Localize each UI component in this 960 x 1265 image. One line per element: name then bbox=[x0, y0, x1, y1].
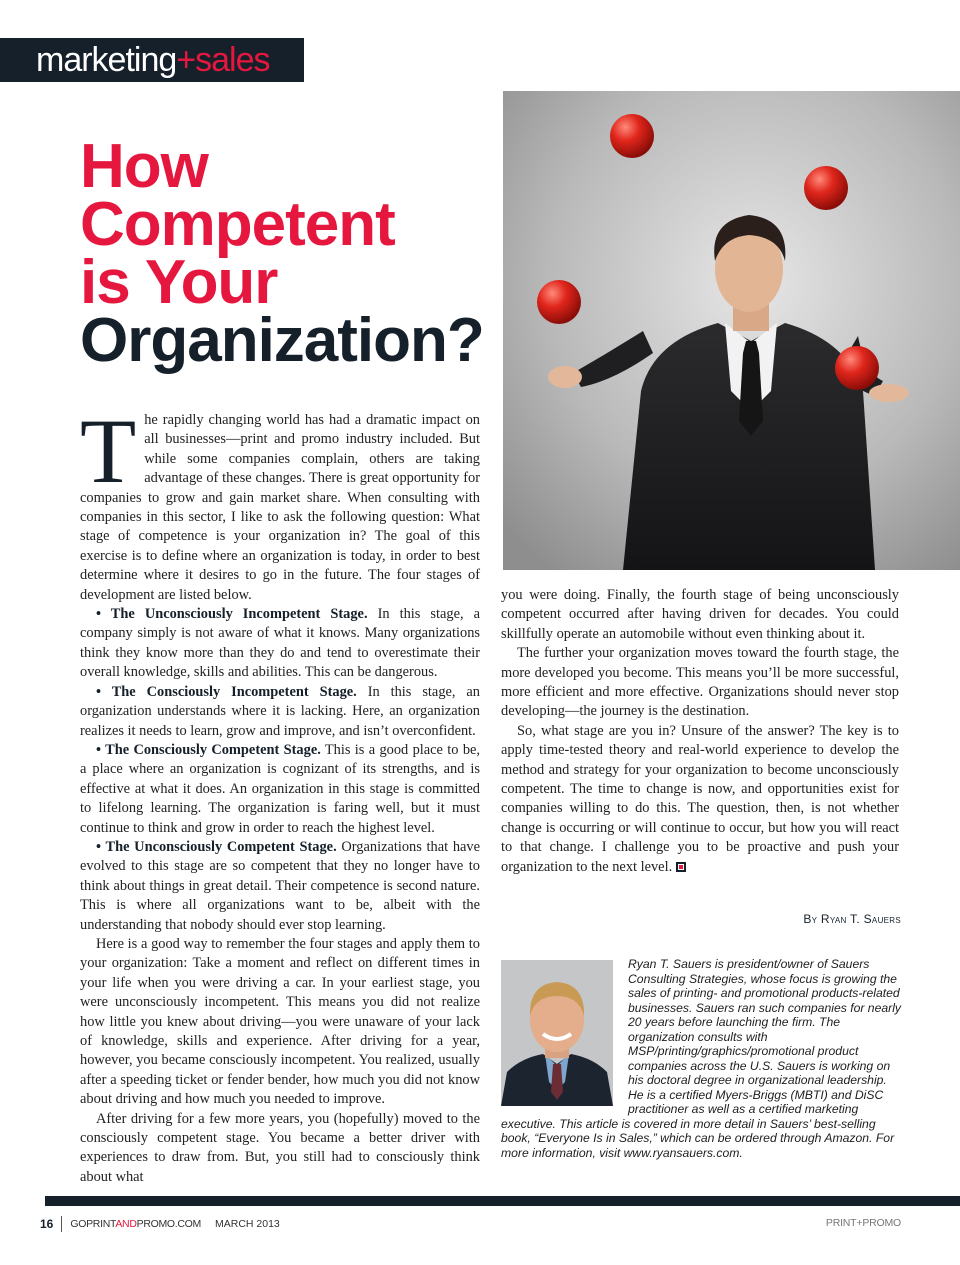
section-label: marketing+sales bbox=[36, 41, 270, 79]
hero-photo-juggler bbox=[503, 91, 960, 570]
stage-paragraph: • The Consciously Incompetent Stage. In this stage, an organization understands where it is lacking. Here, an organization realizes it needs to learn, grow and improve, and isn’t overconfident. bbox=[80, 683, 481, 739]
body-paragraph: you were doing. Finally, the fourth stage of being unconsciously competent occurred after having driven for decades. You could skillfully operate an automobile without even thinking about it. bbox=[501, 587, 899, 642]
intro-paragraph: The rapidly changing world has had a dramatic impact on all businesses—print and promo industry included. But while some companies complain, others are taking advantage of these changes. There is great opportunity for companies to grow and gain market share. When consulting with companies in this sector, I like to ask the following question: What stage of competence is your organization in? The goal of this exercise is to define where an organization is today, in order to best determine where it desires to go in the future. The four stages of development are listed below. bbox=[80, 400, 480, 603]
footer-divider bbox=[61, 1216, 62, 1232]
page-number: 16 bbox=[40, 1217, 54, 1231]
publication-name: PRINT+PROMO bbox=[825, 1217, 901, 1229]
juggler-illustration bbox=[503, 91, 960, 570]
issue-date: MARCH 2013 bbox=[215, 1218, 280, 1230]
bio-photo-spacer bbox=[501, 957, 628, 1109]
author-bio: Ryan T. Sauers is president/owner of Sauers Consulting Strategies, whose focus is growing the sales of printing- and promotional products-related businesses. Sauers ran such companies for nearly 20 years before launching the firm. The organization consults with MSP/printing/graphics/promotional product companies across the U.S. Sauers is working on his doctoral degree in organizational leadership. He is a certified Myers-Briggs (MBTI) and DiSC practitioner as well as a certified marketing executive. This article is covered in more detail in Sauers’ best-selling book, “Everyone Is in Sales,” which can be ordered through Amazon. For more information, visit www.ryansauers.com. bbox=[501, 957, 902, 1160]
footer-rule bbox=[45, 1196, 960, 1206]
byline: By Ryan T. Sauers bbox=[803, 912, 901, 926]
drop-cap: T bbox=[80, 400, 137, 502]
article-title: How Competent is Your Organization? bbox=[80, 132, 484, 375]
body-paragraph: Here is a good way to remember the four stages and apply them to your organization: Take a moment and reflect on different times in your life when you were driving a car. In your earliest stage, you were unconsciously incompetent. This means you did not realize how little you knew about driving—you were unaware of your lack of knowledge, skills and experience. After driving for a year, however, you became consciously incompetent. You realized, usually after a speeding ticket or fender bender, how much you did not know about driving and how much you needed to improve. bbox=[80, 935, 480, 1108]
end-of-article-square-icon bbox=[676, 862, 686, 872]
footer-website: GOPRINTANDPROMO.COM bbox=[70, 1218, 201, 1230]
stage-paragraph: • The Consciously Competent Stage. This is a good place to be, a place where an organization is cognizant of its strengths, and is effective at what it does. An organization in this stage is committed to lifelong learning. The organization is faring well, but it must continue to think and grow in order to reach the highest level. bbox=[80, 741, 480, 836]
footer-left bbox=[40, 1216, 280, 1232]
body-paragraph: After driving for a few more years, you (hopefully) moved to the consciously competent stage. You became a better driver with experiences to draw from. But, you still had to consciously think about what bbox=[80, 1110, 480, 1185]
body-paragraph: The further your organization moves toward the fourth stage, the more developed you become. This means you’ll be more successful, more efficient and more effective. Organizations should never stop developing—the journey is the destination. bbox=[501, 645, 899, 720]
article-column-left bbox=[80, 400, 481, 1187]
stage-paragraph: • The Unconsciously Competent Stage. Organizations that have evolved to this stage are so competent that they no longer have to think about things in great detail. Their competence is second nature. This is where all organizations want to be, albeit with the understanding that nobody should ever stop learning. bbox=[80, 838, 480, 933]
stage-paragraph: • The Unconsciously Incompetent Stage. In this stage, a company simply is not aware of what it knows. Many organizations think they know more than they do and tend to overestimate their overall knowledge, skills and abilities. This can be dangerous. bbox=[80, 606, 480, 681]
article-column-right bbox=[501, 586, 899, 877]
section-header bbox=[0, 38, 304, 82]
body-paragraph: So, what stage are you in? Unsure of the answer? The key is to apply time-tested theory and real-world experience to develop the method and strategy for your organization to become unconsciously competent. The time to change is now, and opportunities exist for companies willing to do this. The question, then, is not whether change is occurring or will continue to occur, but how you will react to that change. I challenge you to be proactive and push your organization to the next level. bbox=[501, 722, 899, 875]
